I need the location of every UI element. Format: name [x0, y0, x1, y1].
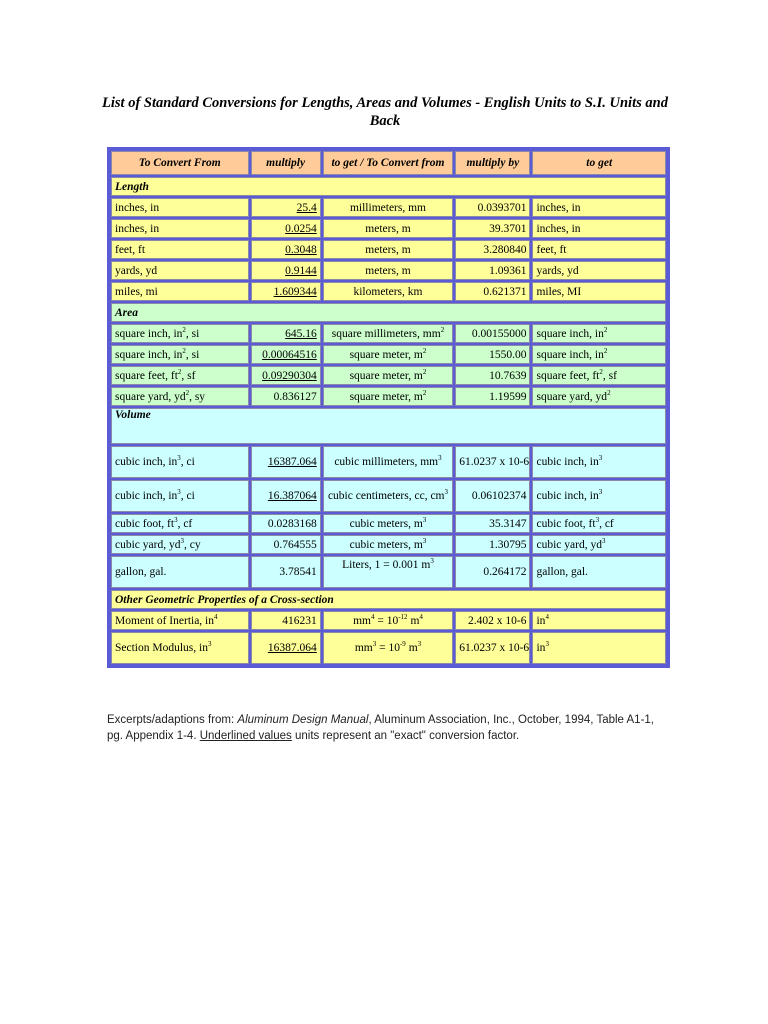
- table-row: [111, 240, 666, 259]
- header-to-convert-from: To Convert From: [111, 151, 249, 175]
- multiply-cell: [251, 240, 321, 259]
- multiply-cell: [251, 480, 321, 512]
- from-cell: square inch, $in^2$, si: [111, 324, 249, 343]
- mid-cell: kilometers, km: [323, 282, 453, 301]
- from-cell: gallon, gal.: [111, 556, 249, 588]
- multiply-cell: [251, 219, 321, 238]
- to-cell: cubic inch, $in^3$: [532, 446, 666, 478]
- multiply-cell: 0.764555: [251, 535, 321, 554]
- to-cell: cubic inch, $in^3$: [532, 480, 666, 512]
- section-row-volume: [111, 408, 666, 444]
- header-multiply: multiply: [251, 151, 321, 175]
- header-multiply-by: multiply by: [455, 151, 530, 175]
- multiply-cell: 0.0283168: [251, 514, 321, 533]
- to-cell: gallon, gal.: [532, 556, 666, 588]
- mid-cell: square meter, $m^2$: [323, 366, 453, 385]
- multiply-cell: [251, 324, 321, 343]
- to-cell: square yard, $yd^2$: [532, 387, 666, 406]
- from-cell: square feet, $ft^2$, sf: [111, 366, 249, 385]
- from-cell: inches, in: [111, 198, 249, 217]
- table-row: [111, 480, 666, 512]
- to-cell: $in^3$: [532, 632, 666, 664]
- multiply-by-cell: 61.0237 x 10-6: [455, 446, 530, 478]
- from-cell: yards, yd: [111, 261, 249, 280]
- mid-cell: square meter, $m^2$: [323, 387, 453, 406]
- multiply-cell: [251, 632, 321, 664]
- multiply-by-cell: 1.30795: [455, 535, 530, 554]
- underlined-values-note: Underlined values: [199, 730, 292, 742]
- from-cell: square yard, $yd^2$, sy: [111, 387, 249, 406]
- multiply-by-cell: 39.3701: [455, 219, 530, 238]
- mid-cell: cubic millimeters, $mm^3$: [323, 446, 453, 478]
- to-cell: cubic yard, $yd^3$: [532, 535, 666, 554]
- from-cell: miles, mi: [111, 282, 249, 301]
- to-cell: cubic foot, $ft^3$, cf: [532, 514, 666, 533]
- mid-cell: millimeters, mm: [323, 198, 453, 217]
- multiply-by-cell: 0.621371: [455, 282, 530, 301]
- section-row-length: [111, 177, 666, 196]
- from-cell: Moment of Inertia, $in^4$: [111, 611, 249, 630]
- exact-factor: 645.16: [285, 327, 317, 340]
- multiply-by-cell: 35.3147: [455, 514, 530, 533]
- from-cell: inches, in: [111, 219, 249, 238]
- to-cell: yards, yd: [532, 261, 666, 280]
- multiply-cell: 3.78541: [251, 556, 321, 588]
- mid-cell: cubic meters, $m^3$: [323, 514, 453, 533]
- from-cell: cubic foot, $ft^3$, cf: [111, 514, 249, 533]
- multiply-cell: [251, 446, 321, 478]
- table-row: [111, 387, 666, 406]
- to-cell: square inch, $in^2$: [532, 324, 666, 343]
- mid-cell: cubic meters, $m^3$: [323, 535, 453, 554]
- exact-factor: 16387.064: [267, 456, 317, 468]
- to-cell: feet, ft: [532, 240, 666, 259]
- from-cell: feet, ft: [111, 240, 249, 259]
- multiply-by-cell: 2.402 x 10-6: [455, 611, 530, 630]
- multiply-by-cell: 1.19599: [455, 387, 530, 406]
- multiply-cell: [251, 261, 321, 280]
- exact-factor: 0.9144: [285, 264, 317, 277]
- from-cell: Section Modulus, $in^3$: [111, 632, 249, 664]
- exact-factor: 0.0254: [285, 222, 317, 235]
- exact-factor: 0.00064516: [262, 348, 317, 361]
- mid-cell: cubic centimeters, cc, $cm^3$: [323, 480, 453, 512]
- mid-cell: Liters, 1 = 0.001 $m^3$: [323, 556, 453, 588]
- table-row: [111, 324, 666, 343]
- multiply-by-cell: 3.280840: [455, 240, 530, 259]
- to-cell: $in^4$: [532, 611, 666, 630]
- multiply-by-cell: 1.09361: [455, 261, 530, 280]
- book-title: Aluminum Design Manual: [237, 714, 369, 726]
- multiply-by-cell: 0.06102374: [455, 480, 530, 512]
- mid-cell: meters, m: [323, 240, 453, 259]
- to-cell: square feet, $ft^2$, sf: [532, 366, 666, 385]
- multiply-cell: 0.836127: [251, 387, 321, 406]
- to-cell: square inch, $in^2$: [532, 345, 666, 364]
- section-row-other: [111, 590, 666, 609]
- multiply-cell: [251, 282, 321, 301]
- exact-factor: 16387.064: [267, 642, 317, 654]
- mid-cell: $mm^4 = 10^{-12}$ $m^4$: [323, 611, 453, 630]
- mid-cell: square meter, $m^2$: [323, 345, 453, 364]
- exact-factor: 0.3048: [285, 243, 317, 256]
- mid-cell: square millimeters, $mm^2$: [323, 324, 453, 343]
- table-row: [111, 282, 666, 301]
- multiply-cell: [251, 366, 321, 385]
- table-row: [111, 632, 666, 664]
- multiply-by-cell: 0.0393701: [455, 198, 530, 217]
- section-title: Other Geometric Properties of a Cross-section: [111, 590, 666, 609]
- conversion-table-frame: [107, 147, 670, 668]
- table-row: [111, 219, 666, 238]
- section-title: Length: [111, 177, 666, 196]
- multiply-by-cell: 0.00155000: [455, 324, 530, 343]
- mid-cell: meters, m: [323, 219, 453, 238]
- mid-cell: meters, m: [323, 261, 453, 280]
- exact-factor: 1.609344: [273, 285, 317, 298]
- exact-factor: 16.387064: [267, 490, 317, 502]
- table-row: [111, 261, 666, 280]
- to-cell: inches, in: [532, 219, 666, 238]
- multiply-by-cell: 1550.00: [455, 345, 530, 364]
- exact-factor: 25.4: [296, 201, 317, 214]
- multiply-cell: [251, 198, 321, 217]
- multiply-by-cell: 10.7639: [455, 366, 530, 385]
- table-row: [111, 514, 666, 533]
- header-row: [111, 151, 666, 175]
- table-row: [111, 446, 666, 478]
- from-cell: square inch, $in^2$, si: [111, 345, 249, 364]
- multiply-cell: 416231: [251, 611, 321, 630]
- table-row: [111, 556, 666, 588]
- footnote: Excerpts/adaptions from: Aluminum Design Manual, Aluminum Association, Inc., October, 1994, Table A1-1, pg. Appendix 1-4. Underlined values units represent an "exact" conversion factor.: [107, 714, 654, 742]
- section-title: Volume: [111, 408, 666, 444]
- multiply-by-cell: 61.0237 x 10-6: [455, 632, 530, 664]
- to-cell: inches, in: [532, 198, 666, 217]
- table-row: [111, 611, 666, 630]
- conversion-table: [109, 149, 668, 666]
- table-row: [111, 535, 666, 554]
- section-title: Area: [111, 303, 666, 322]
- mid-cell: $mm^3 = 10^{-9}$ $m^3$: [323, 632, 453, 664]
- page-title: List of Standard Conversions for Lengths, Areas and Volumes - English Units to S.I. Units and Back: [102, 95, 668, 129]
- exact-factor: 0.09290304: [262, 369, 317, 382]
- to-cell: miles, MI: [532, 282, 666, 301]
- table-row: [111, 366, 666, 385]
- from-cell: cubic inch, $in^3$, ci: [111, 446, 249, 478]
- from-cell: cubic inch, $in^3$, ci: [111, 480, 249, 512]
- multiply-by-cell: 0.264172: [455, 556, 530, 588]
- table-row: [111, 345, 666, 364]
- section-row-area: [111, 303, 666, 322]
- table-row: [111, 198, 666, 217]
- header-to-get: to get: [532, 151, 666, 175]
- from-cell: cubic yard, $yd^3$, cy: [111, 535, 249, 554]
- multiply-cell: [251, 345, 321, 364]
- header-to-get-convert-from: to get / To Convert from: [323, 151, 453, 175]
